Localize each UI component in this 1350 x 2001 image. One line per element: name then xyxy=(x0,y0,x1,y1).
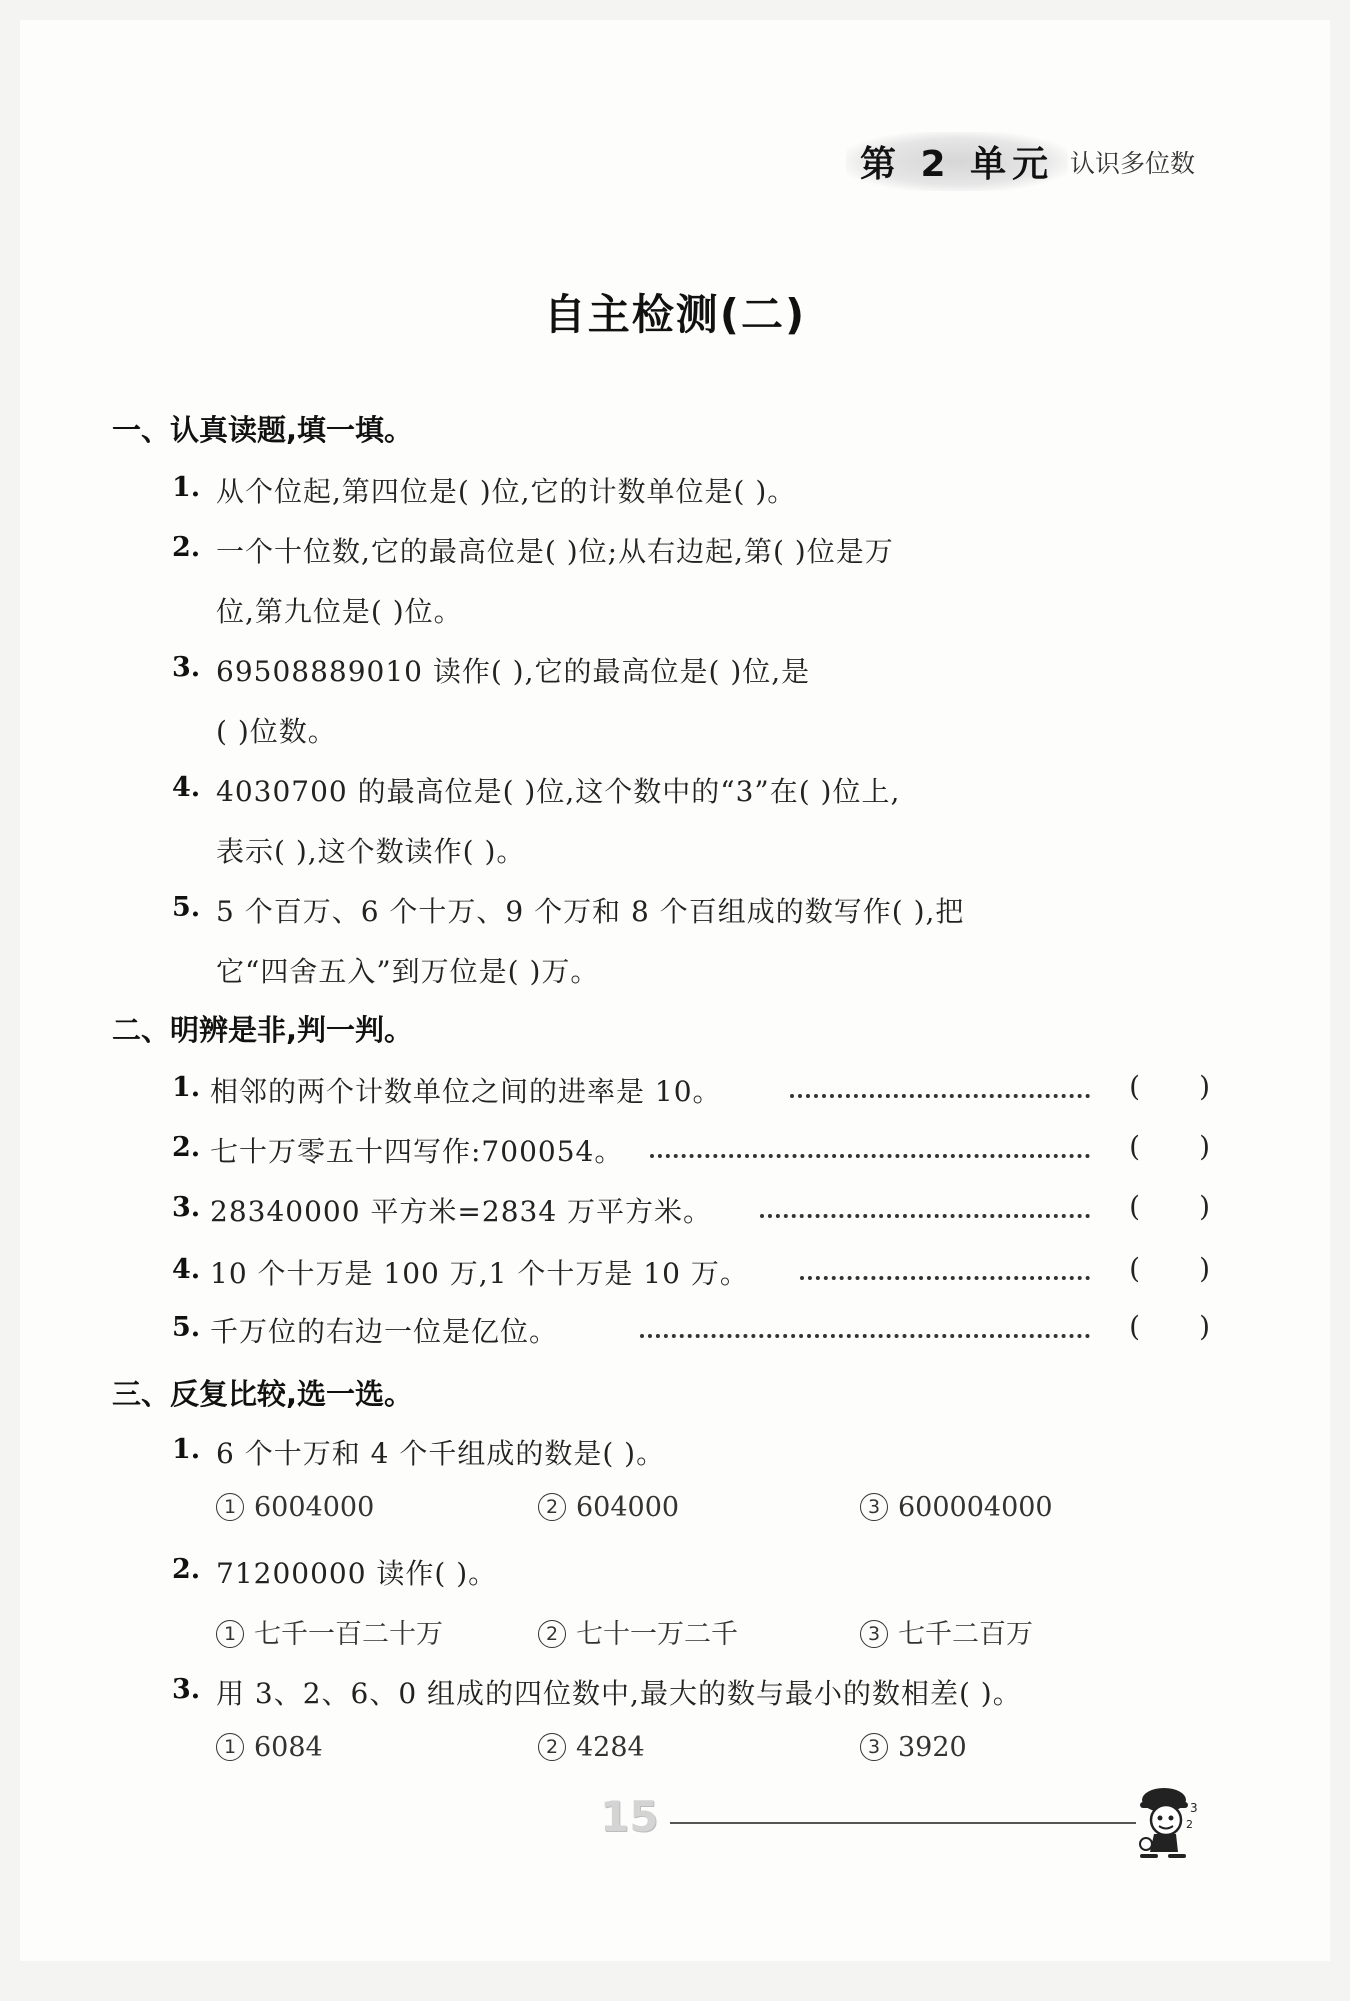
question-number: 2. xyxy=(172,532,201,563)
footer-rule xyxy=(670,1822,1136,1824)
option-marker: 1 xyxy=(216,1733,244,1761)
svg-text:2: 2 xyxy=(1186,1818,1193,1831)
question-text: 4030700 的最高位是( )位,这个数中的“3”在( )位上, xyxy=(216,775,901,808)
dot-leader xyxy=(650,1154,1090,1158)
section-heading-fill-in: 一、认真读题,填一填。 xyxy=(112,413,414,447)
judge-text: 10 个十万是 100 万,1 个十万是 10 万。 xyxy=(210,1257,749,1290)
answer-paren-left[interactable]: ( xyxy=(1129,1310,1140,1343)
option-marker: 2 xyxy=(538,1620,566,1648)
question-number: 1. xyxy=(172,1072,201,1103)
question-text: 6 个十万和 4 个千组成的数是( )。 xyxy=(216,1437,666,1470)
judge-text: 千万位的右边一位是亿位。 xyxy=(210,1315,559,1348)
option-text: 600004000 xyxy=(898,1492,1053,1523)
question-number: 1. xyxy=(172,1434,201,1465)
answer-paren-left[interactable]: ( xyxy=(1129,1190,1140,1223)
answer-paren-left[interactable]: ( xyxy=(1129,1130,1140,1163)
option-marker: 3 xyxy=(860,1493,888,1521)
option-text: 604000 xyxy=(576,1492,680,1523)
option-text: 4284 xyxy=(576,1732,645,1763)
question-text-continued: 它“四舍五入”到万位是( )万。 xyxy=(216,955,600,988)
question-text: 69508889010 读作( ),它的最高位是( )位,是 xyxy=(216,655,811,688)
option[interactable] xyxy=(538,1492,679,1523)
judge-item xyxy=(210,1190,1210,1230)
judge-text: 相邻的两个计数单位之间的进率是 10。 xyxy=(210,1075,722,1108)
option-text: 3920 xyxy=(898,1732,967,1763)
option[interactable] xyxy=(860,1732,967,1763)
judge-item xyxy=(210,1252,1210,1292)
question-number: 5. xyxy=(172,892,201,923)
question-text: 从个位起,第四位是( )位,它的计数单位是( )。 xyxy=(216,475,797,508)
dot-leader xyxy=(760,1214,1090,1218)
section-heading-true-false: 二、明辨是非,判一判。 xyxy=(112,1013,414,1047)
option-text: 七千一百二十万 xyxy=(254,1619,443,1650)
page-title: 自主检测(二) xyxy=(543,290,807,339)
answer-paren-left[interactable]: ( xyxy=(1129,1070,1140,1103)
unit-subtitle: 认识多位数 xyxy=(1070,149,1196,178)
judge-item xyxy=(210,1310,1210,1350)
question-number: 4. xyxy=(172,1254,201,1285)
option[interactable] xyxy=(538,1612,738,1651)
judge-text: 七十万零五十四写作:700054。 xyxy=(210,1135,624,1168)
option-marker: 2 xyxy=(538,1493,566,1521)
svg-text:3: 3 xyxy=(1190,1801,1198,1815)
question-number: 4. xyxy=(172,772,201,803)
question-text-continued: 位,第九位是( )位。 xyxy=(216,595,463,628)
judge-item xyxy=(210,1070,1210,1110)
option-text: 6084 xyxy=(254,1732,323,1763)
judge-text: 28340000 平方米=2834 万平方米。 xyxy=(210,1195,713,1228)
question-text: 一个十位数,它的最高位是( )位;从右边起,第( )位是万 xyxy=(216,535,894,568)
unit-label: 第 2 单元 xyxy=(846,132,1068,191)
option[interactable] xyxy=(216,1492,374,1523)
question-number: 3. xyxy=(172,652,201,683)
option[interactable] xyxy=(216,1732,323,1763)
option[interactable] xyxy=(860,1612,1033,1651)
option-text: 七十一万二千 xyxy=(576,1619,738,1650)
answer-paren-right: ) xyxy=(1199,1070,1210,1103)
question-text: 5 个百万、6 个十万、9 个万和 8 个百组成的数写作( ),把 xyxy=(216,895,965,928)
question-number: 3. xyxy=(172,1674,201,1705)
dot-leader xyxy=(790,1094,1090,1098)
judge-item xyxy=(210,1130,1210,1170)
page-number: 15 xyxy=(600,1792,659,1841)
section-heading-multiple-choice: 三、反复比较,选一选。 xyxy=(112,1377,414,1411)
option[interactable] xyxy=(216,1612,443,1651)
option[interactable] xyxy=(860,1492,1053,1523)
question-text-continued: ( )位数。 xyxy=(216,715,337,748)
question-number: 3. xyxy=(172,1192,201,1223)
dot-leader xyxy=(640,1334,1090,1338)
question-text-continued: 表示( ),这个数读作( )。 xyxy=(216,835,526,868)
cartoon-mascot-icon xyxy=(1130,1782,1210,1860)
question-number: 5. xyxy=(172,1312,201,1343)
option-marker: 1 xyxy=(216,1620,244,1648)
question-number: 1. xyxy=(172,472,201,503)
option[interactable] xyxy=(538,1732,645,1763)
question-text: 71200000 读作( )。 xyxy=(216,1557,498,1590)
dot-leader xyxy=(800,1276,1090,1280)
answer-paren-right: ) xyxy=(1199,1190,1210,1223)
option-marker: 3 xyxy=(860,1733,888,1761)
worksheet-page xyxy=(20,20,1330,1961)
answer-paren-right: ) xyxy=(1199,1252,1210,1285)
option-marker: 2 xyxy=(538,1733,566,1761)
option-text: 七千二百万 xyxy=(898,1619,1033,1650)
option-marker: 1 xyxy=(216,1493,244,1521)
option-marker: 3 xyxy=(860,1620,888,1648)
answer-paren-right: ) xyxy=(1199,1130,1210,1163)
question-text: 用 3、2、6、0 组成的四位数中,最大的数与最小的数相差( )。 xyxy=(216,1677,1022,1710)
option-text: 6004000 xyxy=(254,1492,375,1523)
answer-paren-right: ) xyxy=(1199,1310,1210,1343)
question-number: 2. xyxy=(172,1554,201,1585)
answer-paren-left[interactable]: ( xyxy=(1129,1252,1140,1285)
question-number: 2. xyxy=(172,1132,201,1163)
